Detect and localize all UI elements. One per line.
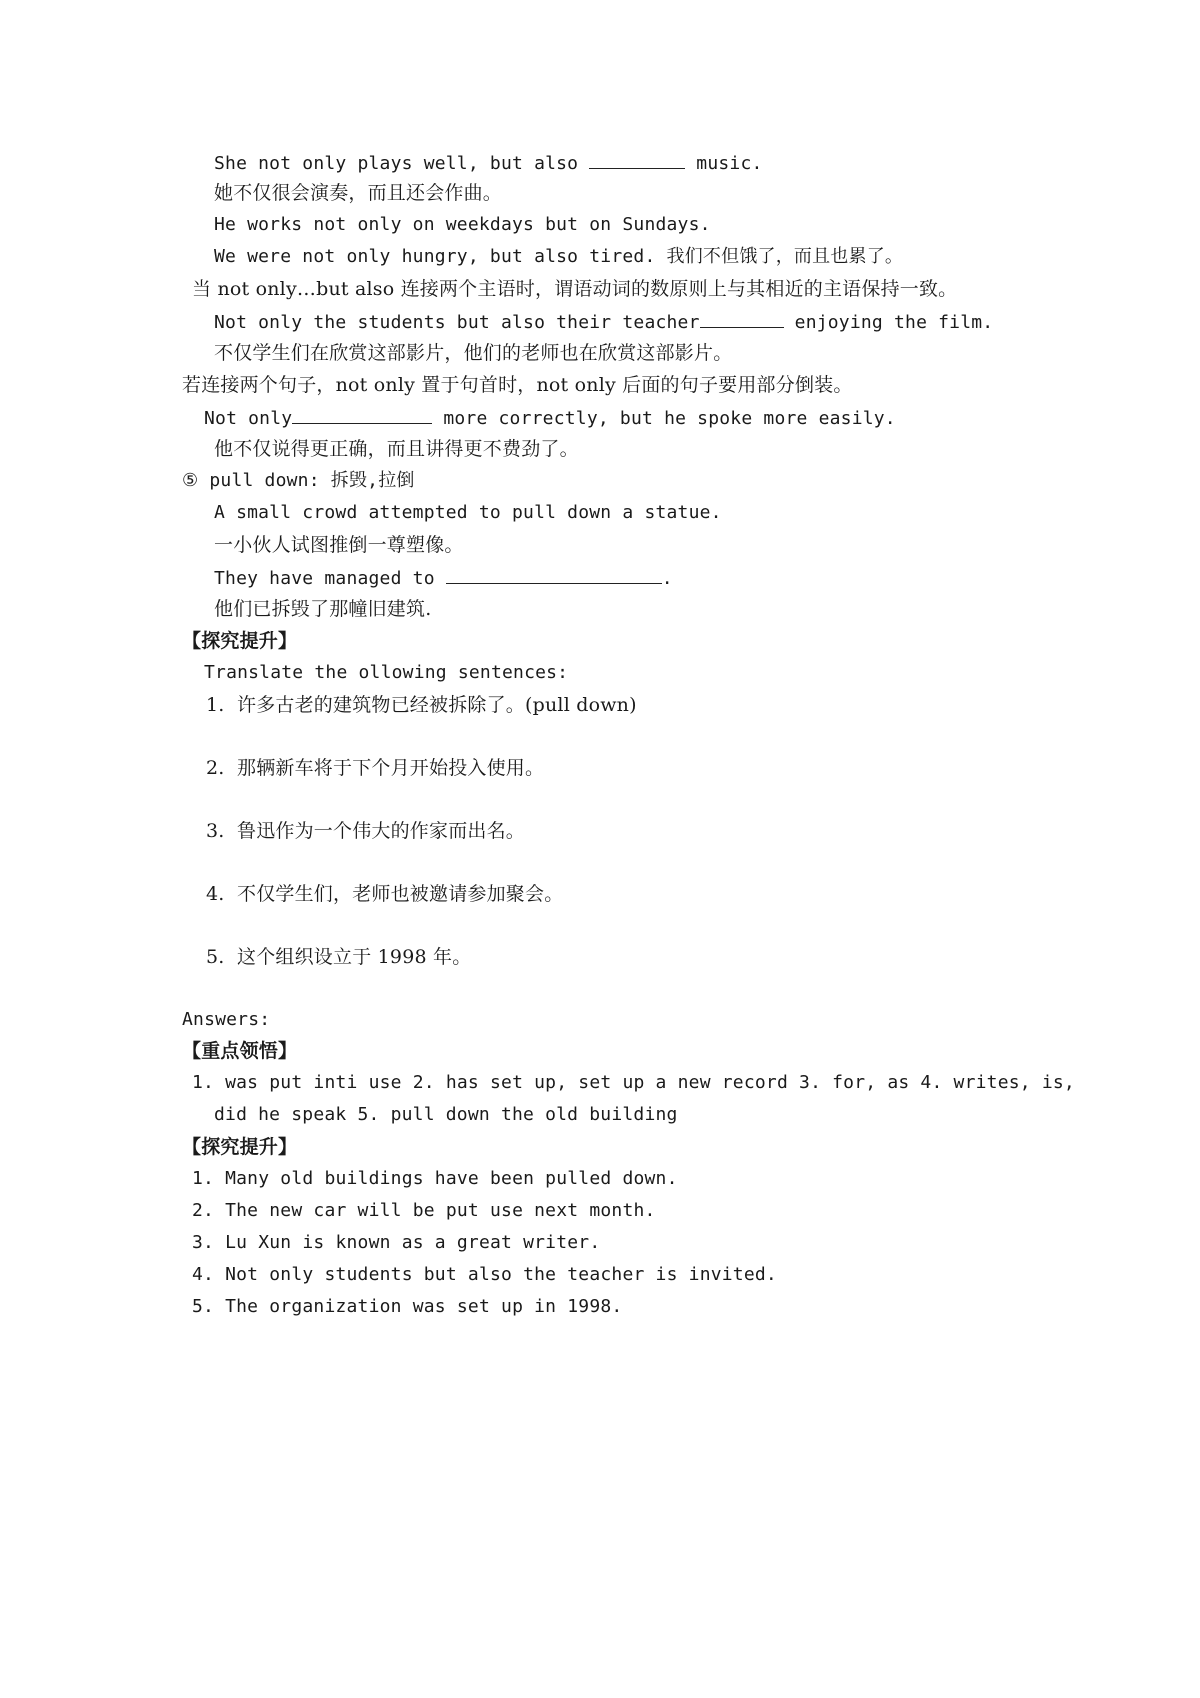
fill-blank[interactable] (700, 309, 784, 328)
exercise-item: 3. 鲁迅作为一个伟大的作家而出名。 (206, 820, 526, 842)
fill-blank[interactable] (292, 405, 432, 424)
exercise-item: 1. 许多古老的建筑物已经被拆除了。(pull down) (206, 694, 637, 716)
section-heading: 【重点领悟】 (182, 1040, 298, 1062)
answer-line: 1. Many old buildings have been pulled down. (192, 1168, 678, 1189)
example-text: . (661, 568, 673, 589)
example-text: enjoying the film. (783, 312, 994, 333)
answer-line: 2. The new car will be put use next month. (192, 1200, 656, 1221)
example-line (214, 150, 763, 176)
answer-line: 4. Not only students but also the teacher is invited. (192, 1264, 777, 1285)
grammar-rule: 当 not only…but also 连接两个主语时，谓语动词的数原则上与其相近的主语保持一致。 (192, 278, 958, 300)
section-heading: 【探究提升】 (182, 1136, 298, 1158)
instruction: Translate the ollowing sentences: (204, 662, 569, 683)
grammar-rule: 若连接两个句子，not only 置于句首时，not only 后面的句子要用部分倒装。 (182, 374, 853, 396)
answer-line: 1. was put inti use 2. has set up, set up a new record 3. for, as 4. writes, is, (192, 1072, 1075, 1093)
example-text: music. (685, 153, 763, 174)
exercise-item: 5. 这个组织设立于 1998 年。 (206, 946, 472, 968)
fill-blank[interactable] (589, 150, 685, 169)
answers-label: Answers: (182, 1009, 271, 1030)
translation-line: 他们已拆毁了那幢旧建筑. (214, 598, 432, 620)
example-text: Not only the students but also their teacher (214, 312, 700, 333)
answer-line: 5. The organization was set up in 1998. (192, 1296, 623, 1317)
exercise-item: 4. 不仅学生们，老师也被邀请参加聚会。 (206, 883, 564, 905)
example-text: Not only (204, 408, 293, 429)
answer-line: 3. Lu Xun is known as a great writer. (192, 1232, 601, 1253)
translation-line: 一小伙人试图推倒一尊塑像。 (214, 534, 464, 556)
example-line: We were not only hungry, but also tired. 我们不但饿了，而且也累了。 (214, 246, 904, 267)
example-text: She not only plays well, but also (214, 153, 590, 174)
example-text: They have managed to (214, 568, 446, 589)
section-heading: 【探究提升】 (182, 630, 298, 652)
translation-line: 她不仅很会演奏，而且还会作曲。 (214, 182, 503, 204)
translation-line: 他不仅说得更正确，而且讲得更不费劲了。 (214, 438, 579, 460)
example-line: He works not only on weekdays but on Sundays. (214, 214, 711, 235)
example-line (204, 405, 896, 431)
translation-line: 不仅学生们在欣赏这部影片，他们的老师也在欣赏这部影片。 (214, 342, 733, 364)
example-line: A small crowd attempted to pull down a statue. (214, 502, 722, 523)
fill-blank[interactable] (446, 565, 662, 584)
phrase-title: ⑤ pull down: 拆毁,拉倒 (182, 470, 415, 491)
answer-line: did he speak 5. pull down the old building (214, 1104, 678, 1125)
example-line (214, 309, 993, 335)
example-text: more correctly, but he spoke more easily. (432, 408, 896, 429)
example-line (214, 565, 673, 591)
exercise-item: 2. 那辆新车将于下个月开始投入使用。 (206, 757, 545, 779)
